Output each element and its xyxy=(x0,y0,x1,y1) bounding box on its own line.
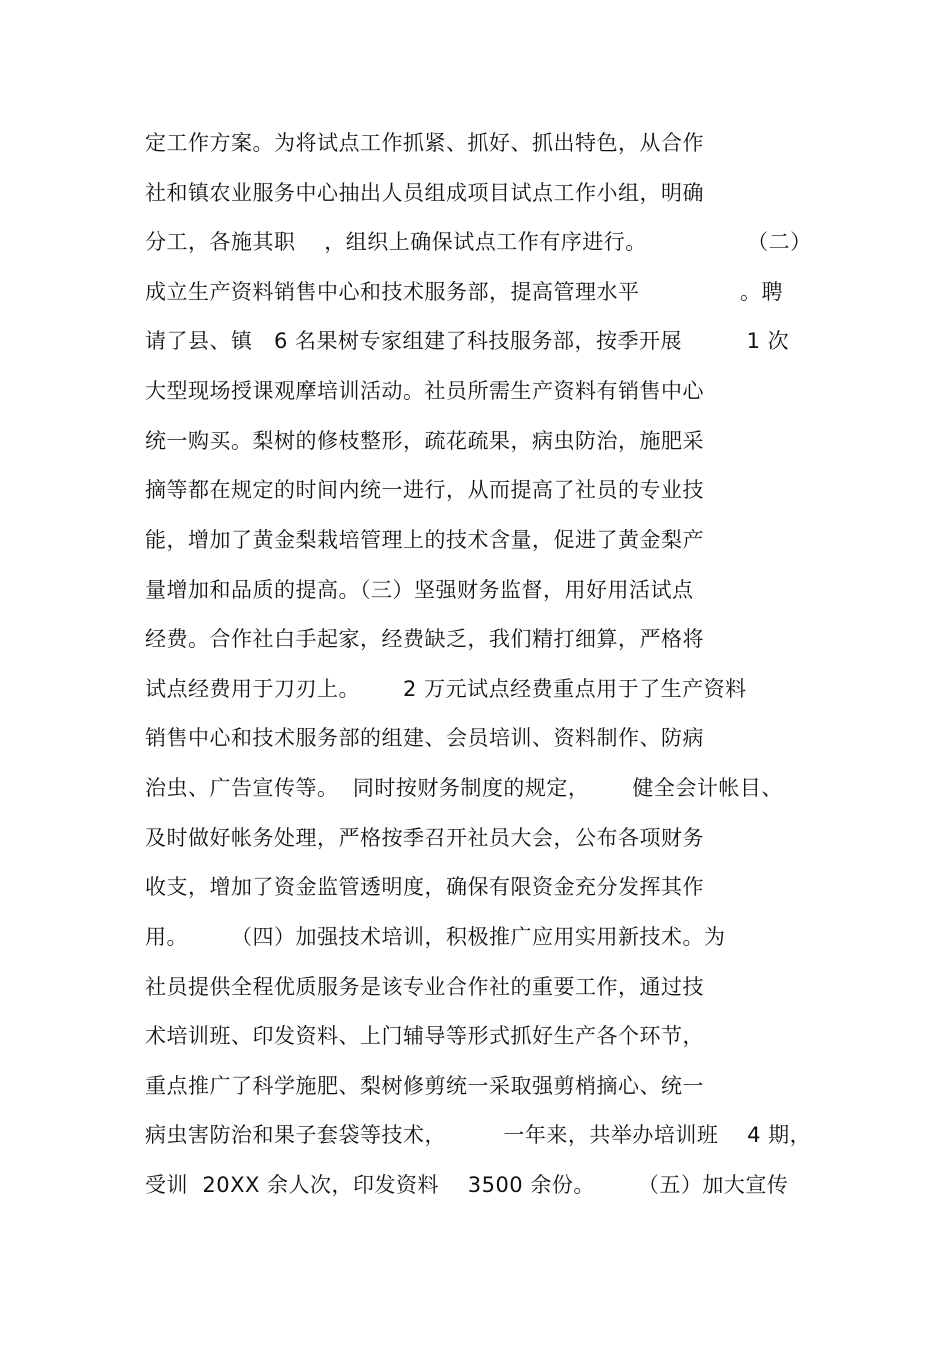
text-line: 能，增加了黄金梨栽培管理上的技术含量，促进了黄金梨产 xyxy=(145,528,704,552)
text-line: 社员提供全程优质服务是该专业合作社的重要工作，通过技 xyxy=(145,975,704,999)
text-line: 成立生产资料销售中心和技术服务部，提高管理水平 。聘 xyxy=(145,280,783,304)
text-line: 用。 （四）加强技术培训，积极推广应用实用新技术。为 xyxy=(145,925,726,949)
text-line: 治虫、广告宣传等。 同时按财务制度的规定， 健全会计帐目、 xyxy=(145,776,783,800)
text-line: 统一购买。梨树的修枝整形，疏花疏果，病虫防治，施肥采 xyxy=(145,429,704,453)
text-line: 试点经费用于刀刃上。 2 万元试点经费重点用于了生产资料 xyxy=(145,677,747,701)
text-line: 重点推广了科学施肥、梨树修剪统一采取强剪梢摘心、统一 xyxy=(145,1074,704,1098)
text-line: 及时做好帐务处理，严格按季召开社员大会，公布各项财务 xyxy=(145,826,704,850)
text-line: 销售中心和技术服务部的组建、会员培训、资料制作、防病 xyxy=(145,726,704,750)
text-line: 量增加和品质的提高。（三）坚强财务监督，用好用活试点 xyxy=(145,578,694,602)
text-line: 分工，各施其职 ，组织上确保试点工作有序进行。 （二） xyxy=(145,230,812,254)
text-line: 收支，增加了资金监管透明度，确保有限资金充分发挥其作 xyxy=(145,875,704,899)
text-line: 受训 20XX 余人次，印发资料 3500 余份。 （五）加大宣传 xyxy=(145,1173,789,1197)
text-line: 定工作方案。为将试点工作抓紧、抓好、抓出特色，从合作 xyxy=(145,131,704,155)
text-line: 经费。合作社白手起家，经费缺乏，我们精打细算，严格将 xyxy=(145,627,704,651)
text-line: 社和镇农业服务中心抽出人员组成项目试点工作小组，明确 xyxy=(145,181,704,205)
text-line: 术培训班、印发资料、上门辅导等形式抓好生产各个环节， xyxy=(145,1024,704,1048)
text-line: 摘等都在规定的时间内统一进行，从而提高了社员的专业技 xyxy=(145,478,704,502)
text-line: 请了县、镇 6 名果树专家组建了科技服务部，按季开展 1 次 xyxy=(145,329,790,353)
text-line: 病虫害防治和果子套袋等技术， 一年来，共举办培训班 4 期， xyxy=(145,1123,812,1147)
text-line: 大型现场授课观摩培训活动。社员所需生产资料有销售中心 xyxy=(145,379,704,403)
